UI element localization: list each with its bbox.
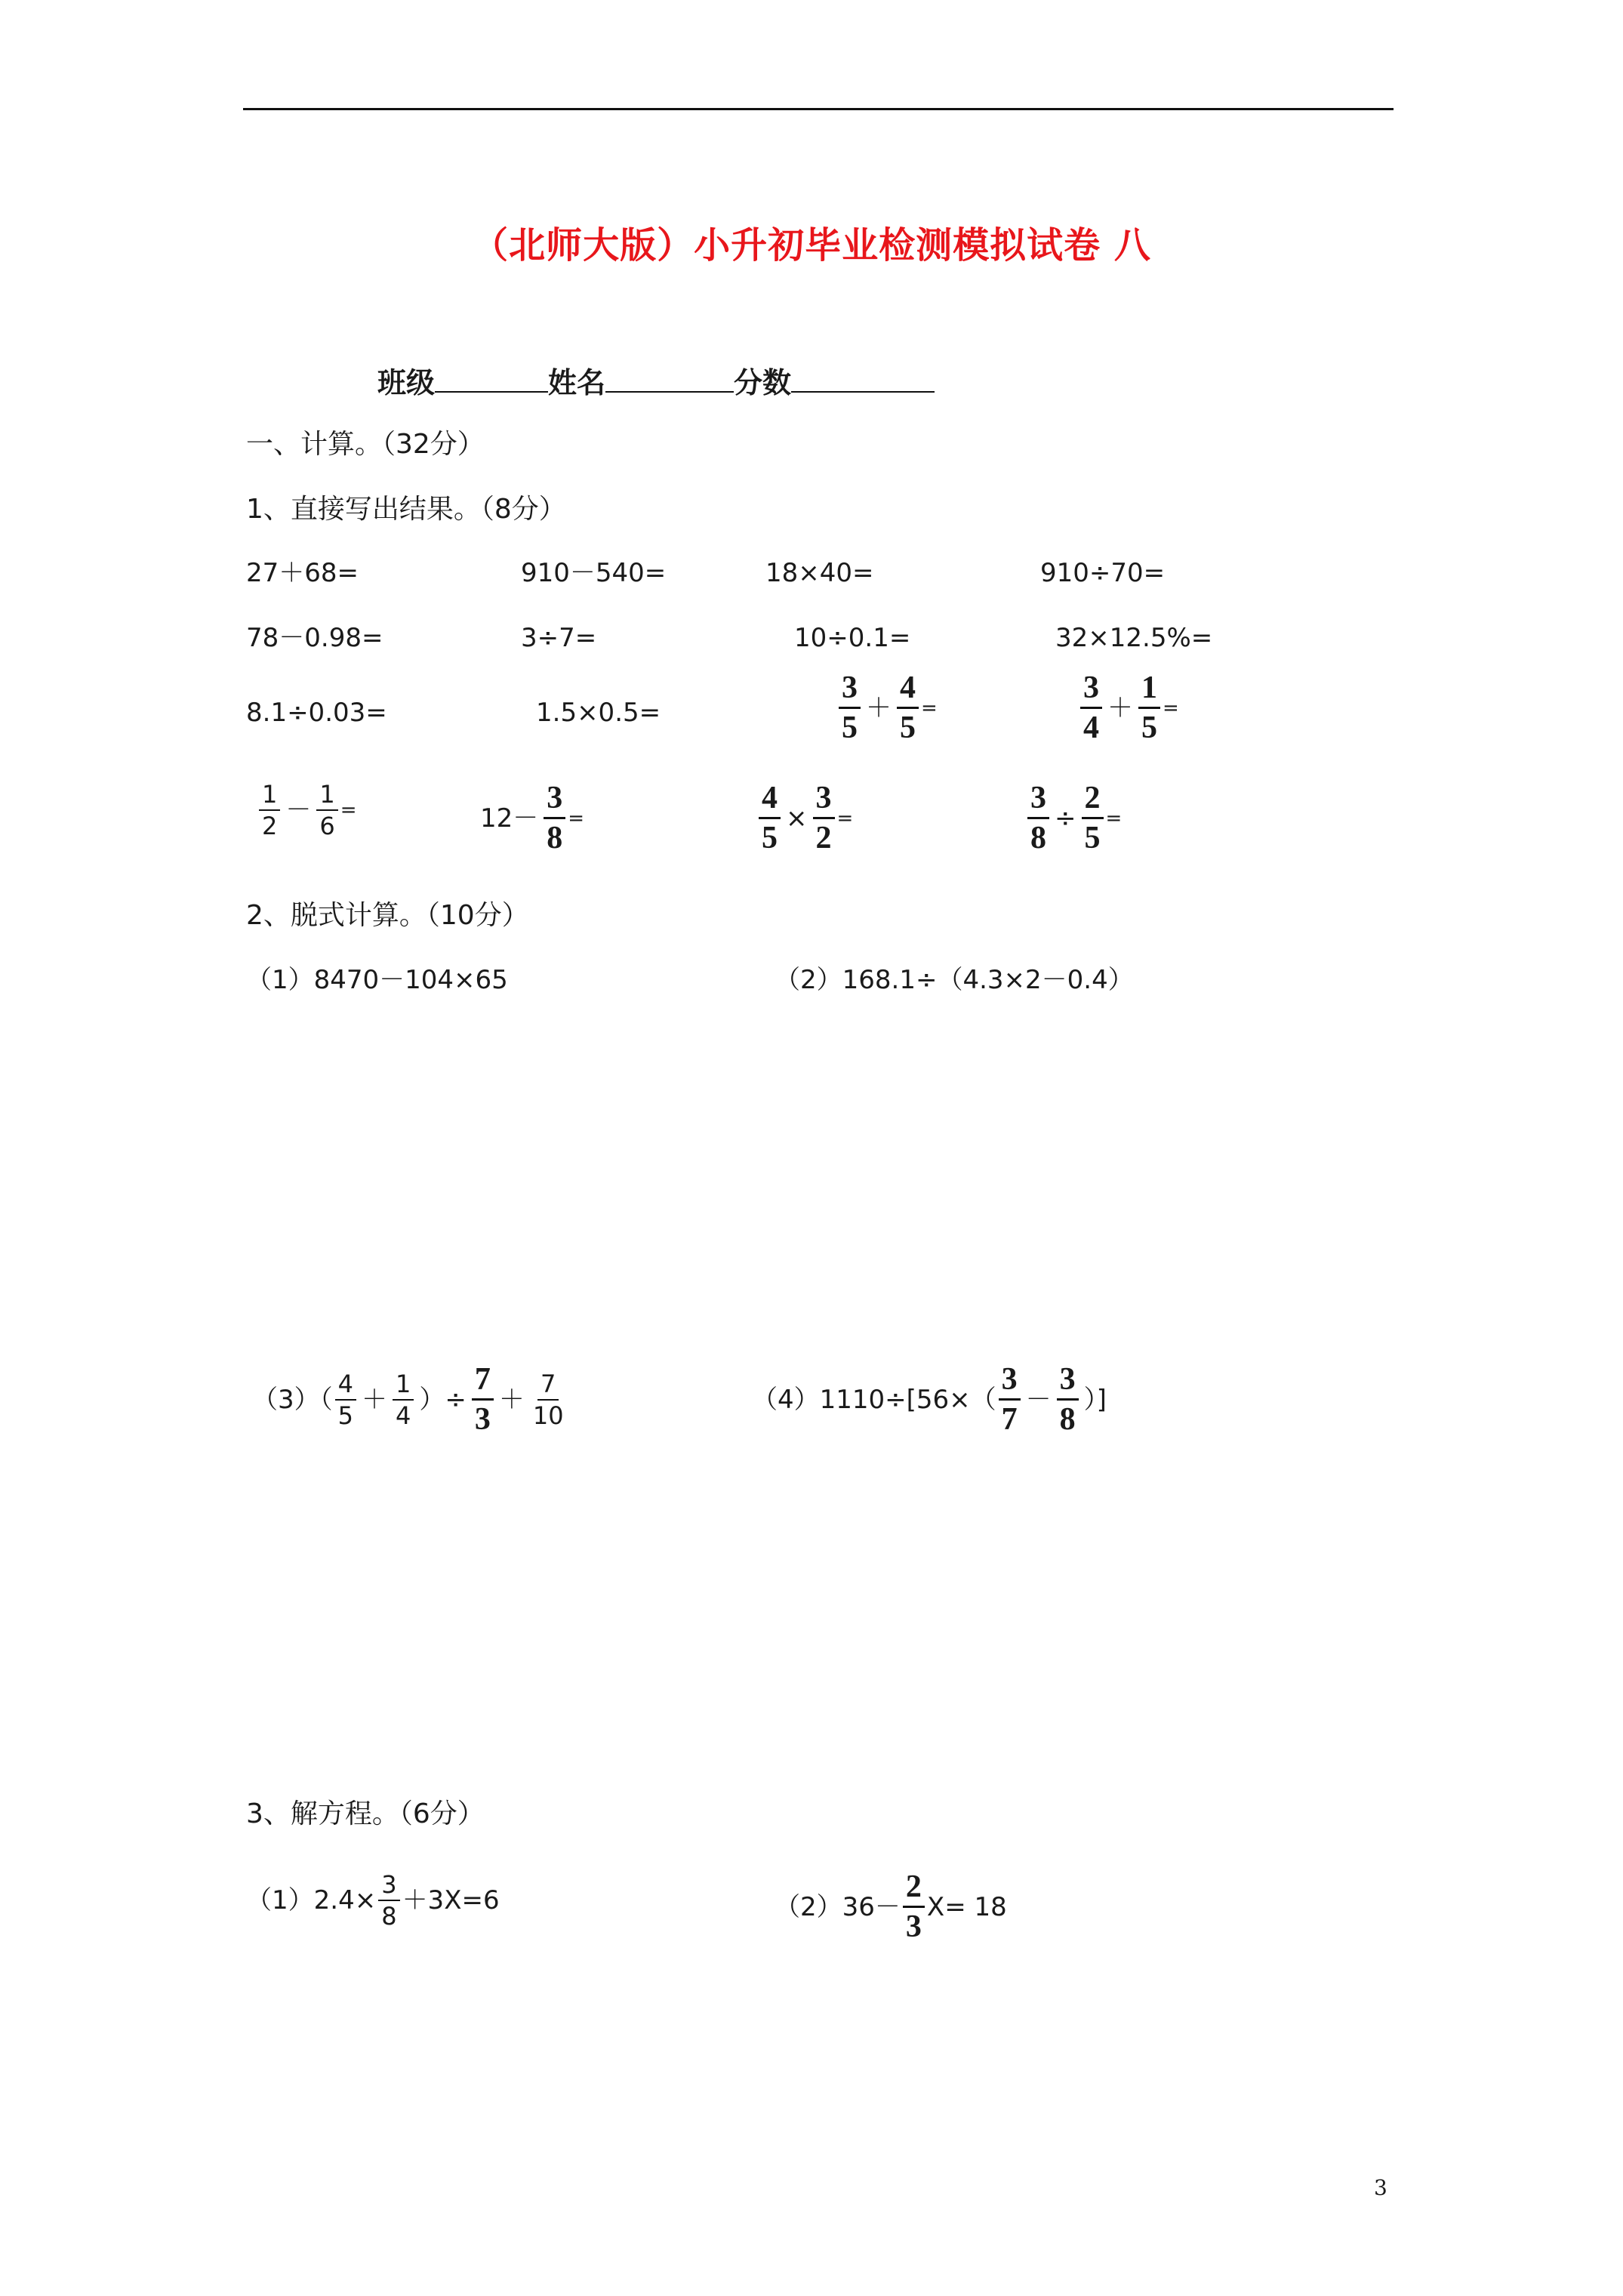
q2-problem-2: （2）168.1÷（4.3×2－0.4） — [775, 965, 1134, 995]
fraction: $\frac{3}{8}$ — [544, 782, 565, 854]
fraction: $\frac{2}{3}$ — [903, 1871, 925, 1943]
q2-problem-1: （1）8470－104×65 — [246, 965, 508, 995]
fraction: $\frac{3}{5}$ — [839, 672, 861, 744]
q1-fraction-expression: 12－ $\frac{3}{8}$ = — [480, 781, 585, 855]
q1-fraction-expression: $\frac{4}{5}$ × $\frac{3}{2}$ = — [756, 782, 853, 854]
fraction: $\frac{1}{4}$ — [393, 1372, 414, 1428]
fraction: $\frac{1}{5}$ — [1138, 672, 1160, 744]
q1-fraction-expression: $\frac{3}{5}$ ＋ $\frac{4}{5}$ = — [836, 672, 938, 744]
q1-item: 32×12.5%= — [1055, 623, 1213, 653]
q1-fraction-expression: $\frac{3}{8}$ ÷ $\frac{2}{5}$ = — [1025, 782, 1122, 854]
fraction: $\frac{1}{6}$ — [316, 782, 337, 838]
q3-problem-1: （1）2.4× $\frac{3}{8}$ ＋3X=6 — [246, 1870, 500, 1931]
page-title: （北师大版）小升初毕业检测模拟试卷 八 — [472, 224, 1151, 267]
q1-heading: 1、直接写出结果。（8分） — [246, 494, 566, 525]
q1-item: 3÷7= — [521, 623, 597, 653]
student-info-line — [377, 365, 935, 397]
q1-item: 27＋68= — [246, 558, 359, 588]
fraction: $\frac{3}{8}$ — [1057, 1364, 1079, 1435]
q1-fraction-expression: $\frac{1}{2}$ － $\frac{1}{6}$ = — [257, 782, 357, 838]
page-number: 3 — [1374, 2175, 1387, 2200]
q1-item: 1.5×0.5= — [536, 698, 661, 728]
fraction: $\frac{7}{3}$ — [472, 1364, 494, 1435]
q1-item: 78－0.98= — [246, 623, 383, 653]
score-blank[interactable] — [791, 365, 935, 393]
fraction: $\frac{7}{10}$ — [532, 1369, 564, 1430]
section1-heading: 一、计算。（32分） — [246, 429, 485, 460]
fraction: $\frac{2}{5}$ — [1082, 782, 1104, 854]
fraction: $\frac{3}{7}$ — [999, 1364, 1021, 1435]
name-blank[interactable] — [605, 365, 734, 393]
name-label: 姓名 — [548, 366, 606, 399]
fraction: $\frac{4}{5}$ — [759, 782, 781, 854]
q3-heading: 3、解方程。（6分） — [246, 1798, 485, 1829]
score-label: 分数 — [734, 366, 792, 399]
q1-item: 8.1÷0.03= — [246, 698, 387, 728]
q1-item: 18×40= — [765, 558, 874, 588]
header-rule — [243, 108, 1394, 110]
q1-item: 10÷0.1= — [794, 623, 911, 653]
fraction: $\frac{4}{5}$ — [897, 672, 919, 744]
fraction: $\frac{1}{2}$ — [259, 782, 280, 838]
q1-item: 910－540= — [521, 558, 667, 588]
fraction: $\frac{3}{4}$ — [1080, 672, 1102, 744]
class-label: 班级 — [377, 366, 436, 399]
q2-problem-4: （4）1110÷[56×（ $\frac{3}{7}$ － $\frac{3}{8}$ ）] — [752, 1362, 1107, 1437]
q2-problem-3: （3）（ $\frac{4}{5}$ ＋ $\frac{1}{4}$ ）÷ $\frac{7}{3}$ ＋ $\frac{7}{10}$ — [252, 1364, 569, 1435]
fraction: $\frac{3}{8}$ — [1027, 782, 1049, 854]
q1-item: 910÷70= — [1040, 558, 1166, 588]
q1-fraction-expression: $\frac{3}{4}$ ＋ $\frac{1}{5}$ = — [1078, 672, 1179, 744]
class-blank[interactable] — [435, 365, 548, 393]
fraction: $\frac{4}{5}$ — [335, 1372, 356, 1428]
q2-heading: 2、脱式计算。（10分） — [246, 900, 529, 931]
q3-problem-2: （2）36－ $\frac{2}{3}$ X= 18 — [775, 1869, 1007, 1944]
fraction: $\frac{3}{8}$ — [378, 1872, 399, 1928]
fraction: $\frac{3}{2}$ — [813, 782, 835, 854]
